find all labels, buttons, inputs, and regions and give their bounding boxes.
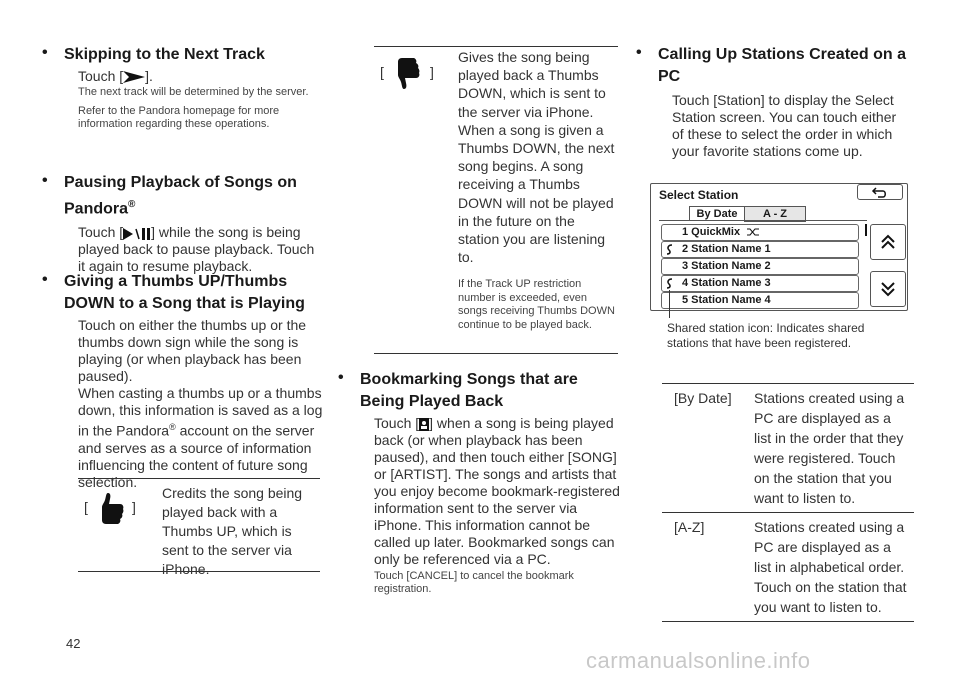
text: ] when a song is being played back (or when playback has been paused), and then touch either [SONG] or [ARTIST]. The songs and artists that you enjoy become bookmark-registered information sent to the server via iPhone. This information cannot be called up later. Bookmarked songs can only be referenced via a PC.: [374, 415, 620, 567]
station-row[interactable]: [661, 224, 859, 241]
station-row[interactable]: [661, 292, 859, 309]
section-pause-playback: [42, 172, 324, 275]
tab-a-z[interactable]: A - Z: [744, 206, 806, 222]
note: The next track will be determined by the server.: [78, 86, 309, 98]
station-row[interactable]: [661, 241, 859, 258]
section-thumbs: [42, 271, 326, 491]
thumbs-down-icon: [392, 55, 422, 91]
bullet: •: [42, 271, 48, 288]
text: ].: [145, 68, 153, 84]
bullet: •: [338, 369, 344, 386]
text: account on the server and serves as a source of information influencing the content of future song selection.: [78, 422, 315, 490]
thumbs-down-box: [374, 46, 618, 354]
section-body: Touch [Station] to display the Select Station screen. You can touch either of these to select the order in which your favorite stations come up.: [672, 92, 897, 159]
double-chevron-up-icon: [880, 234, 896, 250]
paragraph: [78, 385, 326, 491]
select-station-screen: [650, 183, 908, 311]
order-table: [662, 383, 914, 622]
section-bookmark: [338, 369, 620, 602]
scroll-indicator: [865, 224, 867, 236]
caption: Shared station icon: Indicates shared stations that have been registered.: [667, 321, 865, 350]
divider: [659, 220, 867, 221]
station-row[interactable]: [661, 258, 859, 275]
section-title: [64, 172, 324, 220]
section-body: [64, 68, 324, 85]
title-text: Pausing Playback of Songs on Pandora: [64, 174, 297, 218]
shared-station-icon: [666, 278, 674, 289]
table-value: Stations created using a PC are displayed as a list in the order that they were registered. Touch on the station that you want to listen to.: [754, 390, 905, 506]
section-title: Giving a Thumbs UP/Thumbs DOWN to a Song that is Playing: [64, 273, 305, 312]
bullet: •: [636, 44, 642, 61]
shared-station-icon: [666, 244, 674, 255]
shuffle-icon: [747, 228, 759, 236]
bracket: ]: [132, 499, 136, 515]
bullet: •: [42, 172, 48, 189]
double-chevron-down-icon: [880, 281, 896, 297]
text: Touch [: [78, 224, 124, 241]
station-row[interactable]: [661, 275, 859, 292]
watermark: carmanualsonline.info: [586, 648, 811, 673]
registered-mark: ®: [169, 422, 176, 432]
text: Touch [: [374, 415, 420, 431]
bracket: [: [84, 499, 88, 515]
station-label: 4 Station Name 3: [682, 277, 771, 289]
page-number: 42: [66, 636, 81, 651]
text: ] while the song is being played back to pause playback. Touch it again to resume playback.: [78, 224, 315, 275]
text: When casting a thumbs up or a thumbs down, this information is saved as a log in the Pandora: [78, 385, 323, 439]
note: Touch [CANCEL] to cancel the bookmark registration.: [374, 570, 574, 595]
bracket: [: [380, 64, 384, 80]
skip-next-icon: [123, 71, 145, 83]
station-label: 2 Station Name 1: [682, 243, 771, 255]
screen-title: Select Station: [659, 188, 739, 202]
station-label: 3 Station Name 2: [682, 260, 771, 272]
back-button[interactable]: [857, 184, 903, 200]
station-label: 1 QuickMix: [682, 226, 741, 238]
bookmark-icon: [419, 418, 429, 431]
thumbs-down-description: Gives the song being played back a Thumbs DOWN, which is sent to the server via iPhone. When a song is given a Thumbs DOWN, the next song begins. A song receiving a Thumbs DOWN will not be played in the future on the station you are listening to.: [458, 49, 615, 266]
table-row: [662, 513, 914, 622]
table-key: [By Date]: [674, 390, 732, 406]
section-skip-track: [42, 44, 324, 137]
text: Touch [: [78, 68, 124, 84]
bracket: ]: [430, 64, 434, 80]
table-row: [662, 384, 914, 513]
section-title: Skipping to the Next Track: [64, 46, 265, 63]
note: If the Track UP restriction number is exceeded, even songs receiving Thumbs DOWN continue to be played back.: [458, 278, 615, 331]
section-title: Bookmarking Songs that are Being Played Back: [360, 371, 578, 410]
paragraph: Touch on either the thumbs up or the thumbs down sign while the song is playing (or when playback has been paused).: [78, 317, 307, 384]
section-body: [64, 317, 326, 491]
table-value: Stations created using a PC are displayed as a list in alphabetical order. Touch on the station that you want to listen to.: [754, 519, 907, 615]
callout-line: [669, 290, 670, 318]
section-title: Calling Up Stations Created on a PC: [658, 46, 907, 85]
tab-by-date[interactable]: By Date: [689, 206, 745, 221]
registered-mark: ®: [128, 199, 136, 210]
page-up-button[interactable]: [870, 224, 906, 260]
play-pause-icon: [123, 228, 151, 240]
thumbs-up-icon: [96, 491, 126, 527]
note: Refer to the Pandora homepage for more information regarding these operations.: [78, 105, 280, 130]
thumbs-up-description: Credits the song being played back with a Thumbs UP, which is sent to the server via iPhone.: [162, 485, 303, 577]
back-arrow-icon: [871, 186, 889, 198]
table-key: [A-Z]: [674, 519, 705, 535]
page-down-button[interactable]: [870, 271, 906, 307]
section-body: [360, 415, 620, 568]
station-label: 5 Station Name 4: [682, 294, 771, 306]
bullet: •: [42, 44, 48, 61]
section-body: [64, 224, 324, 275]
thumbs-up-box: [78, 478, 320, 577]
section-stations: [636, 44, 910, 160]
